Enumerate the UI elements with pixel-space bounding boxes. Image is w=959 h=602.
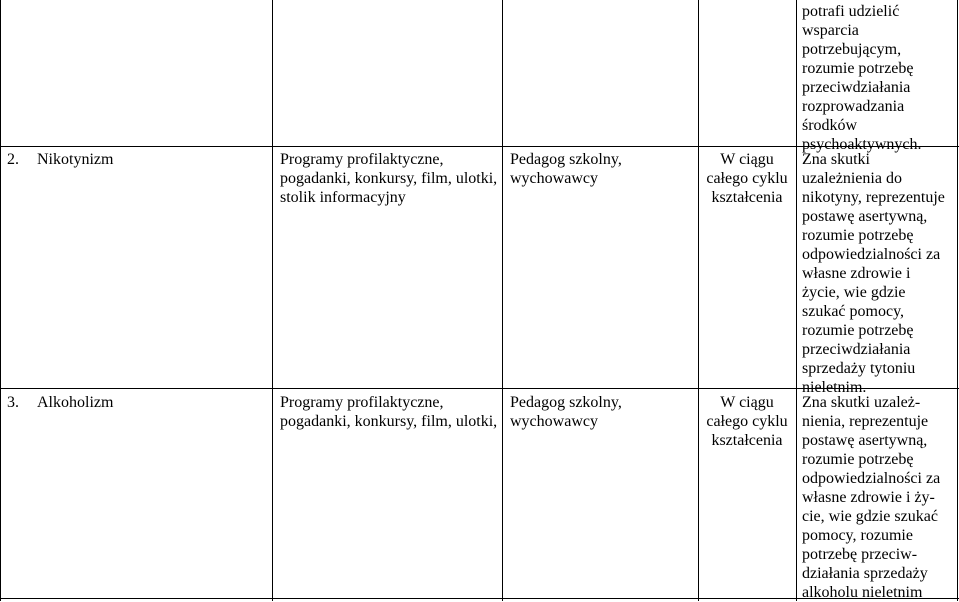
text-line: Pedagog szkolny, bbox=[510, 394, 622, 411]
text-line: życie, wie gdzie bbox=[802, 284, 906, 301]
row-number: 2. bbox=[7, 151, 19, 168]
term-cell bbox=[698, 393, 796, 450]
text-line: psychoaktywnych. bbox=[802, 136, 922, 153]
text-line: nienia, reprezentuje bbox=[802, 413, 929, 430]
text-line: całego cyklu bbox=[706, 170, 788, 187]
text-line: rozumie potrzebę bbox=[802, 227, 914, 244]
text-line: potrzebującym, bbox=[802, 41, 902, 58]
text-line: nieletnim. bbox=[802, 379, 867, 396]
text-line: Zna skutki uzależ- bbox=[802, 394, 921, 411]
text-line: rozumie potrzebę bbox=[802, 451, 914, 468]
text-line: stolik informacyjny bbox=[280, 189, 406, 206]
prev-row-effects-cell bbox=[802, 2, 922, 154]
text-line: postawę asertywną, bbox=[802, 432, 928, 449]
text-line: odpowiedzialności za bbox=[802, 470, 941, 487]
text-line: środków bbox=[802, 117, 858, 134]
row-name: Alkoholizm bbox=[37, 394, 114, 411]
text-line: kształcenia bbox=[711, 189, 783, 206]
column-divider bbox=[796, 0, 797, 601]
text-line: postawę asertywną, bbox=[802, 208, 928, 225]
text-line: odpowiedzialności za bbox=[802, 246, 941, 263]
text-line: wychowawcy bbox=[510, 413, 598, 430]
text-line: szukać pomocy, bbox=[802, 303, 905, 320]
effects-cell bbox=[802, 393, 940, 602]
text-line: W ciągu bbox=[720, 151, 774, 168]
text-line: całego cyklu bbox=[706, 413, 788, 430]
text-line: pogadanki, konkursy, film, ulotki, bbox=[280, 413, 498, 430]
text-line: własne zdrowie i ży- bbox=[802, 489, 935, 506]
table-border-right bbox=[957, 0, 958, 601]
column-divider bbox=[698, 0, 699, 601]
column-divider bbox=[272, 0, 273, 601]
text-line: przeciwdziałania bbox=[802, 79, 911, 96]
text-line: pogadanki, konkursy, film, ulotki, bbox=[280, 170, 498, 187]
text-line: potrafi udzielić bbox=[802, 3, 900, 20]
row-number: 3. bbox=[7, 394, 19, 411]
text-line: uzależnienia do bbox=[802, 170, 902, 187]
responsible-cell bbox=[510, 393, 622, 431]
text-line: rozumie potrzebę bbox=[802, 60, 914, 77]
text-line: Programy profilaktyczne, bbox=[280, 394, 444, 411]
text-line: W ciągu bbox=[720, 394, 774, 411]
text-line: alkoholu nieletnim bbox=[802, 584, 923, 601]
text-line: wychowawcy bbox=[510, 170, 598, 187]
text-line: pomocy, rozumie bbox=[802, 527, 913, 544]
effects-cell bbox=[802, 150, 945, 397]
text-line: rozumie potrzebę bbox=[802, 322, 914, 339]
text-line: wsparcia bbox=[802, 22, 859, 39]
term-cell bbox=[698, 150, 796, 207]
text-line: potrzebę przeciw- bbox=[802, 546, 918, 563]
forms-cell bbox=[280, 393, 497, 431]
forms-cell bbox=[280, 150, 497, 207]
text-line: Pedagog szkolny, bbox=[510, 151, 622, 168]
text-line: kształcenia bbox=[711, 432, 783, 449]
text-line: rozprowadzania bbox=[802, 98, 905, 115]
responsible-cell bbox=[510, 150, 622, 188]
row-name: Nikotynizm bbox=[37, 151, 114, 168]
text-line: sprzedaży tytoniu bbox=[802, 360, 916, 377]
table-border-left bbox=[0, 0, 1, 601]
column-divider bbox=[502, 0, 503, 601]
text-line: działania sprzedaży bbox=[802, 565, 928, 582]
text-line: Programy profilaktyczne, bbox=[280, 151, 444, 168]
text-line: nikotyny, reprezentuje bbox=[802, 189, 945, 206]
text-line: przeciwdziałania bbox=[802, 341, 911, 358]
text-line: cie, wie gdzie szukać bbox=[802, 508, 938, 525]
text-line: własne zdrowie i bbox=[802, 265, 911, 282]
text-line: Zna skutki bbox=[802, 151, 870, 168]
